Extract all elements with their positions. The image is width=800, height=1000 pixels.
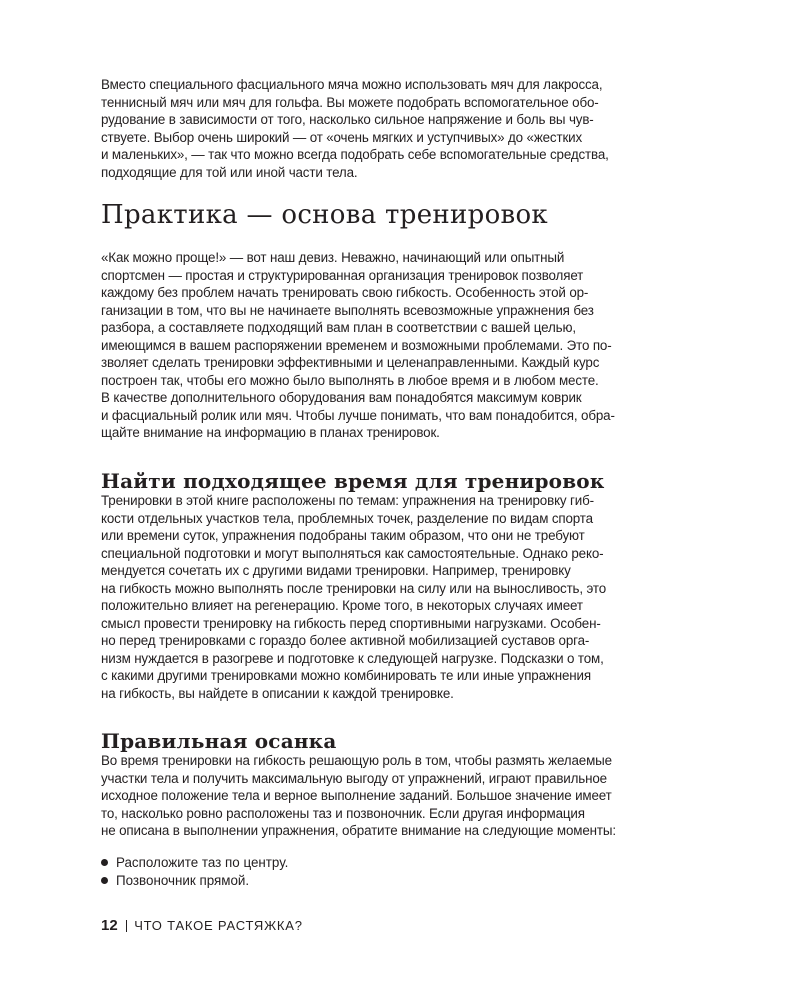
posture-bullet-list	[101, 853, 288, 889]
text-line: ствуете. Выбор очень широкий — от «очень мягких и уступчивых» до «жестких	[101, 129, 583, 145]
text-line: положительно влияет на регенерацию. Кроме того, в некоторых случаях имеет	[101, 598, 583, 613]
text-line: подходящие для той или иной части тела.	[101, 164, 358, 180]
posture-paragraph	[101, 752, 721, 840]
text-line: и фасциальный ролик или мяч. Чтобы лучше понимать, что вам понадобится, обра-	[101, 407, 615, 423]
text-line: имеющимся в вашем распоряжении временем и возможными проблемами. Это по-	[101, 337, 612, 353]
text-line: Вместо специального фасциального мяча можно использовать мяч для лакросса,	[101, 77, 603, 92]
section-heading-practice: Практика — основа тренировок	[101, 200, 548, 230]
text-line: и маленьких», — так что можно всегда подобрать себе вспомогательные средства,	[101, 147, 609, 162]
text-line: кости отдельных участков тела, проблемных точек, разделение по видам спорта	[101, 510, 593, 526]
bullet-icon	[101, 877, 108, 884]
footer-divider	[126, 920, 128, 932]
text-line: то, насколько ровно расположены таз и позвоночник. Если другая информация	[101, 805, 585, 821]
section-heading-time: Найти подходящее время для тренировок	[101, 469, 605, 493]
time-paragraph	[101, 492, 721, 702]
text-line: рудование в зависимости от того, насколько сильное напряжение и боль вы чув-	[101, 112, 594, 127]
chapter-title: ЧТО ТАКОЕ РАСТЯЖКА?	[134, 918, 303, 933]
text-line: «Как можно проще!» — вот наш девиз. Неважно, начинающий или опытный	[101, 250, 565, 265]
intro-paragraph	[101, 76, 721, 181]
text-line: зволяет сделать тренировки эффективными и целенаправленными. Каждый курс	[101, 355, 600, 370]
text-line: или времени суток, упражнения подобраны таким образом, что они не требуют	[101, 528, 585, 543]
text-line: построен так, чтобы его можно было выполнять в любое время и в любом месте.	[101, 372, 599, 388]
bullet-icon	[101, 859, 108, 866]
text-line: специальной подготовки и могут выполняться как самостоятельные. Однако реко-	[101, 545, 604, 561]
text-line: мендуется сочетать их с другими видами тренировки. Например, тренировку	[101, 563, 571, 578]
text-line: исходное положение тела и верное выполнение заданий. Большое значение имеет	[101, 788, 612, 803]
text-line: смысл провести тренировку на гибкость перед спортивными нагрузками. Особен-	[101, 615, 601, 631]
text-line: разбора, а составляете подходящий вам план в соответствии с вашей целью,	[101, 320, 576, 335]
practice-paragraph	[101, 249, 721, 442]
text-line: В качестве дополнительного оборудования вам понадобятся максимум коврик	[101, 390, 582, 405]
text-line: Во время тренировки на гибкость решающую роль в том, чтобы размять желаемые	[101, 753, 612, 768]
text-line: на гибкость можно выполнять после тренировки на силу или на выносливость, это	[101, 580, 607, 596]
text-line: на гибкость, вы найдете в описании к каждой тренировке.	[101, 685, 454, 701]
list-item-text: Расположите таз по центру.	[116, 854, 289, 870]
text-line: не описана в выполнении упражнения, обратите внимание на следующие моменты:	[101, 823, 616, 838]
list-item	[101, 871, 288, 889]
text-line: низм нуждается в разогреве и подготовке к следующей нагрузке. Подсказки о том,	[101, 650, 604, 666]
text-line: участки тела и получить максимальную выгоду от упражнений, играют правильное	[101, 770, 607, 786]
text-line: Тренировки в этой книге расположены по темам: упражнения на тренировку гиб-	[101, 493, 594, 508]
list-item	[101, 853, 288, 871]
page-footer	[101, 917, 303, 934]
text-line: спортсмен — простая и структурированная организация тренировок позволяет	[101, 267, 584, 283]
page-number: 12	[101, 917, 118, 934]
text-line: с какими другими тренировками можно комбинировать те или иные упражнения	[101, 668, 591, 683]
text-line: ганизации в том, что вы не начинаете выполнять всевозможные упражнения без	[101, 302, 594, 318]
text-line: каждому без проблем начать тренировать свою гибкость. Особенность этой ор-	[101, 285, 589, 300]
text-line: теннисный мяч или мяч для гольфа. Вы можете подобрать вспомогательное обо-	[101, 94, 599, 110]
text-line: но перед тренировками с гораздо более активной мобилизацией суставов орга-	[101, 633, 590, 648]
list-item-text: Позвоночник прямой.	[116, 872, 250, 888]
section-heading-posture: Правильная осанка	[101, 729, 337, 753]
text-line: щайте внимание на информацию в планах тренировок.	[101, 425, 440, 440]
